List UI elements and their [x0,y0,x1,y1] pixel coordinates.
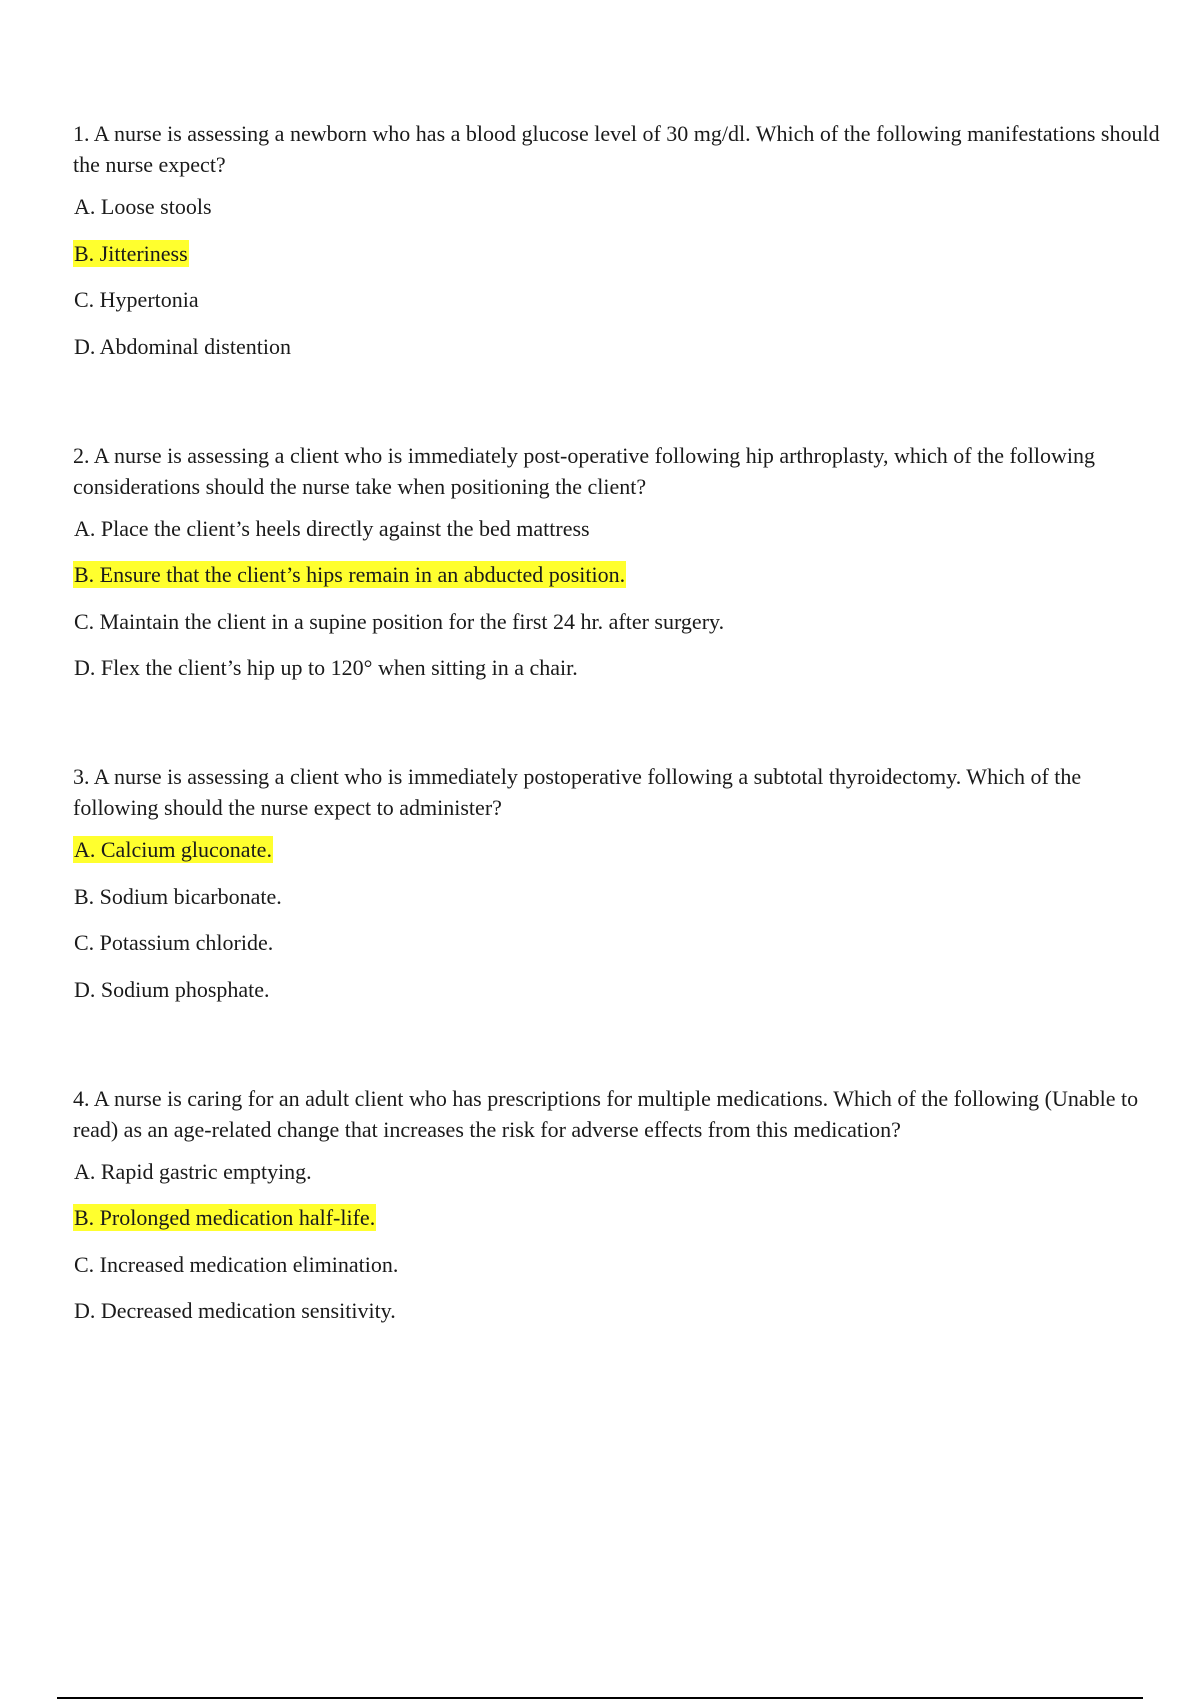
question-stem: 3. A nurse is assessing a client who is immediately postoperative following a subtotal thyroidectomy. Which of the following should the nurse expect to administer? [73,764,1082,820]
answer-option-c [73,1249,1163,1280]
question-3 [73,761,1163,1005]
answer-option-a [73,1156,1163,1187]
answer-option-d [73,1295,1163,1326]
option-text: D. Decreased medication sensitivity. [74,1298,396,1323]
option-text: C. Potassium chloride. [74,930,274,955]
option-text: A. Loose stools [74,194,212,219]
answer-option-d [73,652,1163,683]
answer-option-b [73,881,1163,912]
option-text: D. Abdominal distention [74,333,291,359]
answer-option-a [73,191,1163,222]
option-text: A. Place the client’s heels directly against the bed mattress [74,515,590,541]
question-1 [73,118,1163,362]
option-text: D. Flex the client’s hip up to 120° when sitting in a chair. [74,655,578,680]
option-text: C. Maintain the client in a supine position for the first 24 hr. after surgery. [74,608,725,634]
option-text: A. Calcium gluconate. [74,837,272,862]
answer-option-c [73,284,1163,315]
option-text: B. Sodium bicarbonate. [74,883,282,909]
question-list [73,118,1163,1326]
question-stem: 2. A nurse is assessing a client who is immediately post-operative following hip arthroplasty, which of the following considerations should the nurse take when positioning the client? [73,442,1096,499]
answer-option-b-highlighted [73,1202,1163,1233]
answer-option-b-highlighted [73,238,1163,269]
answer-option-d [73,974,1163,1005]
option-text: B. Ensure that the client’s hips remain in an abducted position. [74,562,626,587]
answer-option-a-highlighted [73,834,1163,865]
question-stem: 4. A nurse is caring for an adult client who has prescriptions for multiple medications. Which of the following (Unable to read) as an age-related change that increases the risk for adverse effects from this medication? [73,1085,1139,1142]
option-text: C. Increased medication elimination. [74,1251,399,1277]
question-2 [73,440,1163,684]
question-stem: 1. A nurse is assessing a newborn who has a blood glucose level of 30 mg/dl. Which of the following manifestations should the nurse expect? [73,121,1160,177]
answer-option-c [73,927,1163,958]
option-text: B. Jitteriness [74,240,188,266]
option-text: D. Sodium phosphate. [74,976,270,1002]
answer-option-c [73,606,1163,637]
option-text: A. Rapid gastric emptying. [74,1158,312,1184]
footer-divider [57,1697,1143,1699]
answer-option-a [73,513,1163,544]
answer-option-b-highlighted [73,559,1163,590]
question-4 [73,1083,1163,1327]
option-text: B. Prolonged medication half-life. [74,1205,376,1230]
answer-option-d [73,331,1163,362]
option-text: C. Hypertonia [74,287,199,312]
